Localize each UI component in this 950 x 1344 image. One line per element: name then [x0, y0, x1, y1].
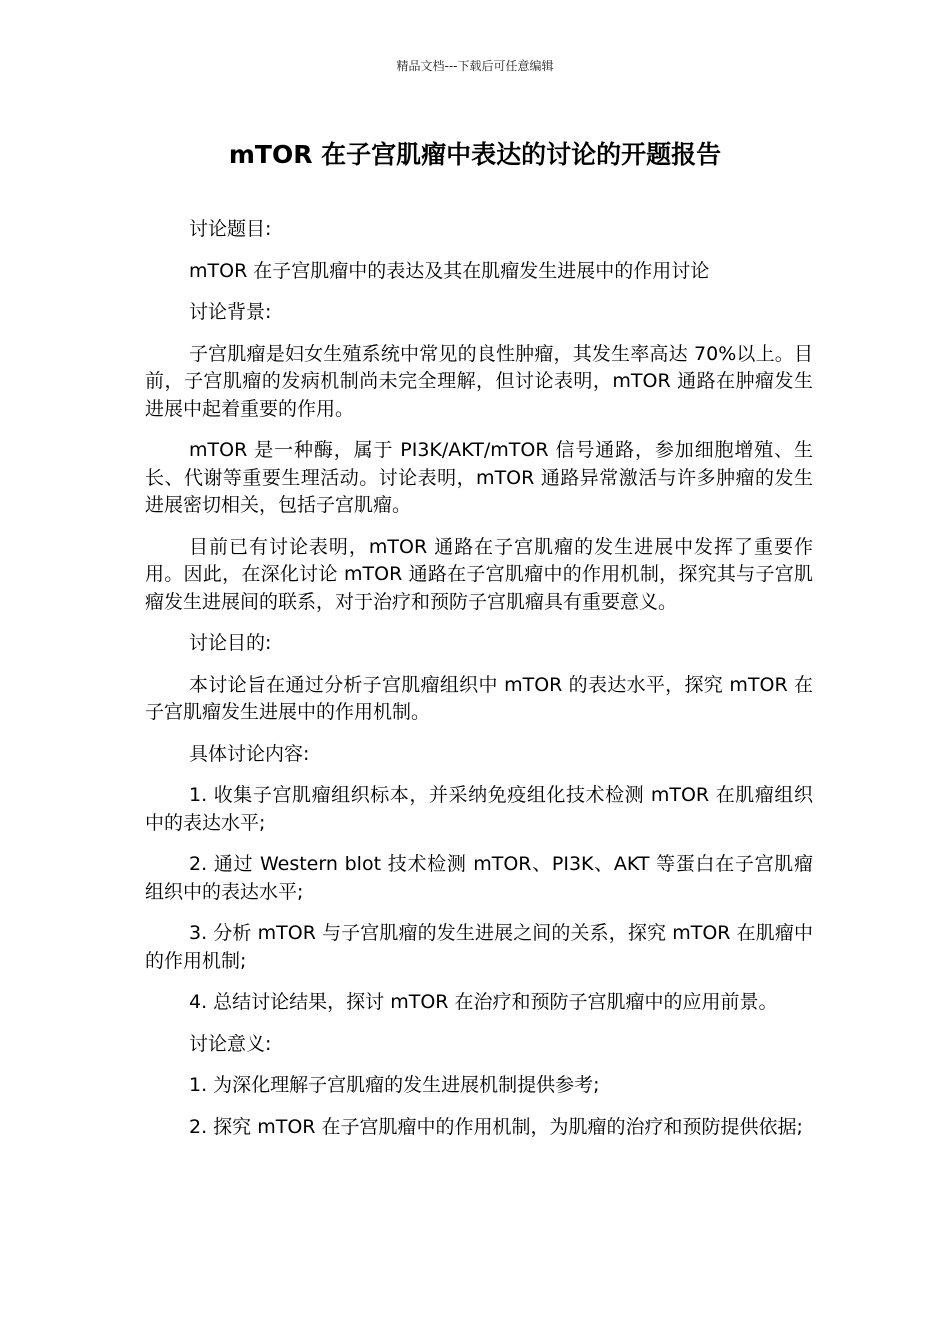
content-list-item: 2. 通过 Western blot 技术检测 mTOR、PI3K、AKT 等蛋白在子宫肌瘤组织中的表达水平;: [145, 853, 813, 903]
background-paragraph: mTOR 是一种酶，属于 PI3K/AKT/mTOR 信号通路，参加细胞增殖、生长、代谢等重要生理活动。讨论表明，mTOR 通路异常激活与许多肿瘤的发生进展密切相关，包括子宫肌瘤。: [145, 439, 813, 516]
content-list-item: 1. 收集子宫肌瘤组织标本，并采纳免疫组化技术检测 mTOR 在肌瘤组织中的表达水平;: [145, 784, 813, 834]
section-heading-background: 讨论背景:: [189, 301, 272, 323]
purpose-paragraph: 本讨论旨在通过分析子宫肌瘤组织中 mTOR 的表达水平，探究 mTOR 在子宫肌瘤发生进展中的作用机制。: [145, 673, 813, 723]
content-list-item: 4. 总结讨论结果，探讨 mTOR 在治疗和预防子宫肌瘤中的应用前景。: [189, 991, 778, 1013]
topic-text: mTOR 在子宫肌瘤中的表达及其在肌瘤发生进展中的作用讨论: [189, 259, 710, 282]
section-heading-purpose: 讨论目的:: [189, 632, 272, 654]
background-paragraph: 子宫肌瘤是妇女生殖系统中常见的良性肿瘤，其发生率高达 70%以上。目前，子宫肌瘤的发病机制尚未完全理解，但讨论表明，mTOR 通路在肿瘤发生进展中起着重要的作用。: [145, 342, 813, 420]
significance-list-item: 2. 探究 mTOR 在子宫肌瘤中的作用机制，为肌瘤的治疗和预防提供依据;: [189, 1115, 803, 1138]
section-heading-topic: 讨论题目:: [189, 218, 272, 240]
section-heading-content: 具体讨论内容:: [189, 742, 310, 765]
document-body: [145, 216, 813, 1155]
background-paragraph: 目前已有讨论表明，mTOR 通路在子宫肌瘤的发生进展中发挥了重要作用。因此，在深化讨论 mTOR 通路在子宫肌瘤中的作用机制，探究其与子宫肌瘤发生进展间的联系，对于治疗和预防子宫肌瘤具有重要意义。: [145, 535, 813, 613]
content-list-item: 3. 分析 mTOR 与子宫肌瘤的发生进展之间的关系，探究 mTOR 在肌瘤中的作用机制;: [145, 922, 813, 972]
document-title: mTOR 在子宫肌瘤中表达的讨论的开题报告: [228, 140, 722, 169]
section-heading-significance: 讨论意义:: [189, 1032, 272, 1055]
page-header-note: 精品文档---下载后可任意编辑: [396, 59, 554, 73]
significance-list-item: 1. 为深化理解子宫肌瘤的发生进展机制提供参考;: [189, 1074, 600, 1096]
